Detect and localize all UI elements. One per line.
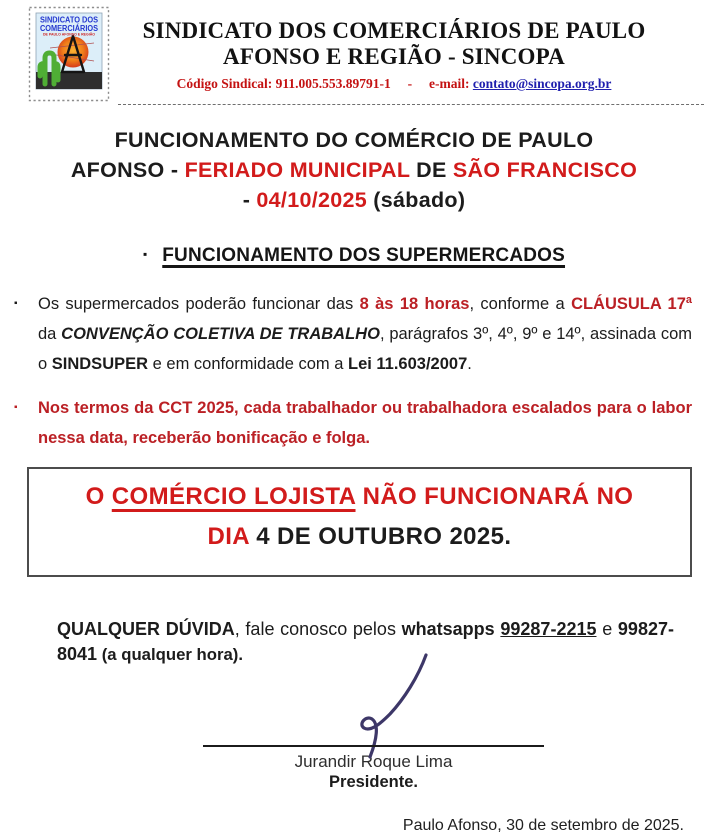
- text-segment: QUALQUER DÚVIDA: [57, 619, 235, 639]
- bullet-square-icon: ▪: [14, 298, 18, 309]
- text-segment: , parágrafos 3º, 4º, 9º e 14º, assinada com o: [38, 325, 697, 373]
- text-line: [30, 185, 678, 215]
- text-segment: SÃO FRANCISCO: [452, 158, 638, 182]
- header-divider: [118, 104, 704, 105]
- text-segment: -: [242, 188, 257, 212]
- text-segment: AFONSO -: [70, 158, 185, 182]
- text-segment: e em conformidade com a: [148, 355, 348, 373]
- text-segment: 04/10/2025: [256, 188, 368, 212]
- bullet-square-icon: ▪: [14, 402, 18, 413]
- stamp-text-line2: COMERCIÁRIOS: [40, 24, 99, 33]
- text-segment: 99827-8041: [57, 619, 674, 664]
- text-segment: da: [38, 295, 697, 343]
- notice-title: [0, 125, 708, 215]
- bullet-paragraph-supermercados: [14, 289, 697, 379]
- text-segment: (sábado): [367, 188, 466, 212]
- org-name-line1: SINDICATO DOS COMERCIÁRIOS DE PAULO: [142, 18, 646, 43]
- text-line: [35, 477, 684, 517]
- text-segment: DIA: [207, 523, 250, 550]
- section-heading-supermercados: [0, 245, 708, 267]
- text-segment: e-mail:: [428, 76, 473, 91]
- text-segment: FUNCIONAMENTO DO COMÉRCIO DE PAULO: [114, 128, 594, 152]
- text-segment: CLÁUSULA 17ª: [571, 295, 693, 313]
- text-segment: DE: [409, 158, 453, 182]
- text-segment: NÃO FUNCIONARÁ NO: [355, 483, 634, 510]
- org-header-text: [110, 6, 708, 92]
- text-segment: 4 DE OUTUBRO 2025.: [249, 523, 512, 550]
- text-segment: CONVENÇÃO COLETIVA DE TRABALHO: [61, 325, 380, 343]
- text-segment: Lei 11.603/2007: [347, 355, 468, 373]
- signature-line: [203, 745, 544, 747]
- notice-bullet-list: [14, 289, 697, 453]
- email-link[interactable]: contato@sincopa.org.br: [472, 76, 612, 91]
- bullet-square-icon: ▪: [142, 247, 148, 261]
- org-name-line2: AFONSO E REGIÃO - SINCOPA: [223, 44, 565, 69]
- text-segment: 99287-2215: [500, 619, 597, 639]
- text-segment: Código Sindical: 911.005.553.89791-1: [176, 76, 391, 91]
- signature-area: [0, 671, 708, 749]
- text-segment: Os supermercados poderão funcionar das: [38, 295, 360, 313]
- text-segment: FERIADO MUNICIPAL: [184, 158, 410, 182]
- org-name: [110, 18, 678, 70]
- text-segment: e: [596, 619, 618, 639]
- text-segment: Nos termos da CCT 2025, cada trabalhador ou trabalhadora escalados para o labor nessa data, receberão bonificação e folga.: [38, 399, 697, 447]
- letterhead: [0, 6, 708, 104]
- text-segment: .: [467, 355, 472, 373]
- handwritten-signature: [330, 653, 440, 765]
- paragraph-text: [38, 295, 697, 373]
- text-segment: (a qualquer hora).: [97, 645, 244, 664]
- org-subheader: [110, 76, 678, 92]
- text-line: [30, 125, 678, 155]
- sincopa-stamp-logo: [28, 6, 110, 102]
- text-segment: 8 às 18 horas: [359, 295, 470, 313]
- section-heading-text: FUNCIONAMENTO DOS SUPERMERCADOS: [162, 245, 566, 266]
- text-segment: -: [390, 76, 429, 91]
- text-segment: SINDSUPER: [51, 355, 149, 373]
- text-segment: , fale conosco pelos: [234, 619, 402, 639]
- text-segment: whatsapps: [401, 619, 501, 639]
- text-segment: COMÉRCIO LOJISTA: [111, 483, 356, 510]
- signatory-role: Presidente.: [329, 773, 418, 791]
- text-line: [35, 517, 684, 557]
- place-and-date: Paulo Afonso, 30 de setembro de 2025.: [402, 817, 684, 834]
- bullet-paragraph-cct: [14, 393, 697, 453]
- text-segment: O: [85, 483, 112, 510]
- text-segment: , conforme a: [469, 295, 572, 313]
- text-line: [30, 155, 678, 185]
- stamp-text-line3: DE PAULO AFONSO E REGIÃO: [43, 32, 94, 37]
- paragraph-text: [38, 399, 697, 447]
- closure-announcement-box: [27, 467, 692, 577]
- signatory-name: Jurandir Roque Lima: [294, 752, 453, 771]
- stamp-text-line1: SINDICATO DOS: [40, 15, 99, 25]
